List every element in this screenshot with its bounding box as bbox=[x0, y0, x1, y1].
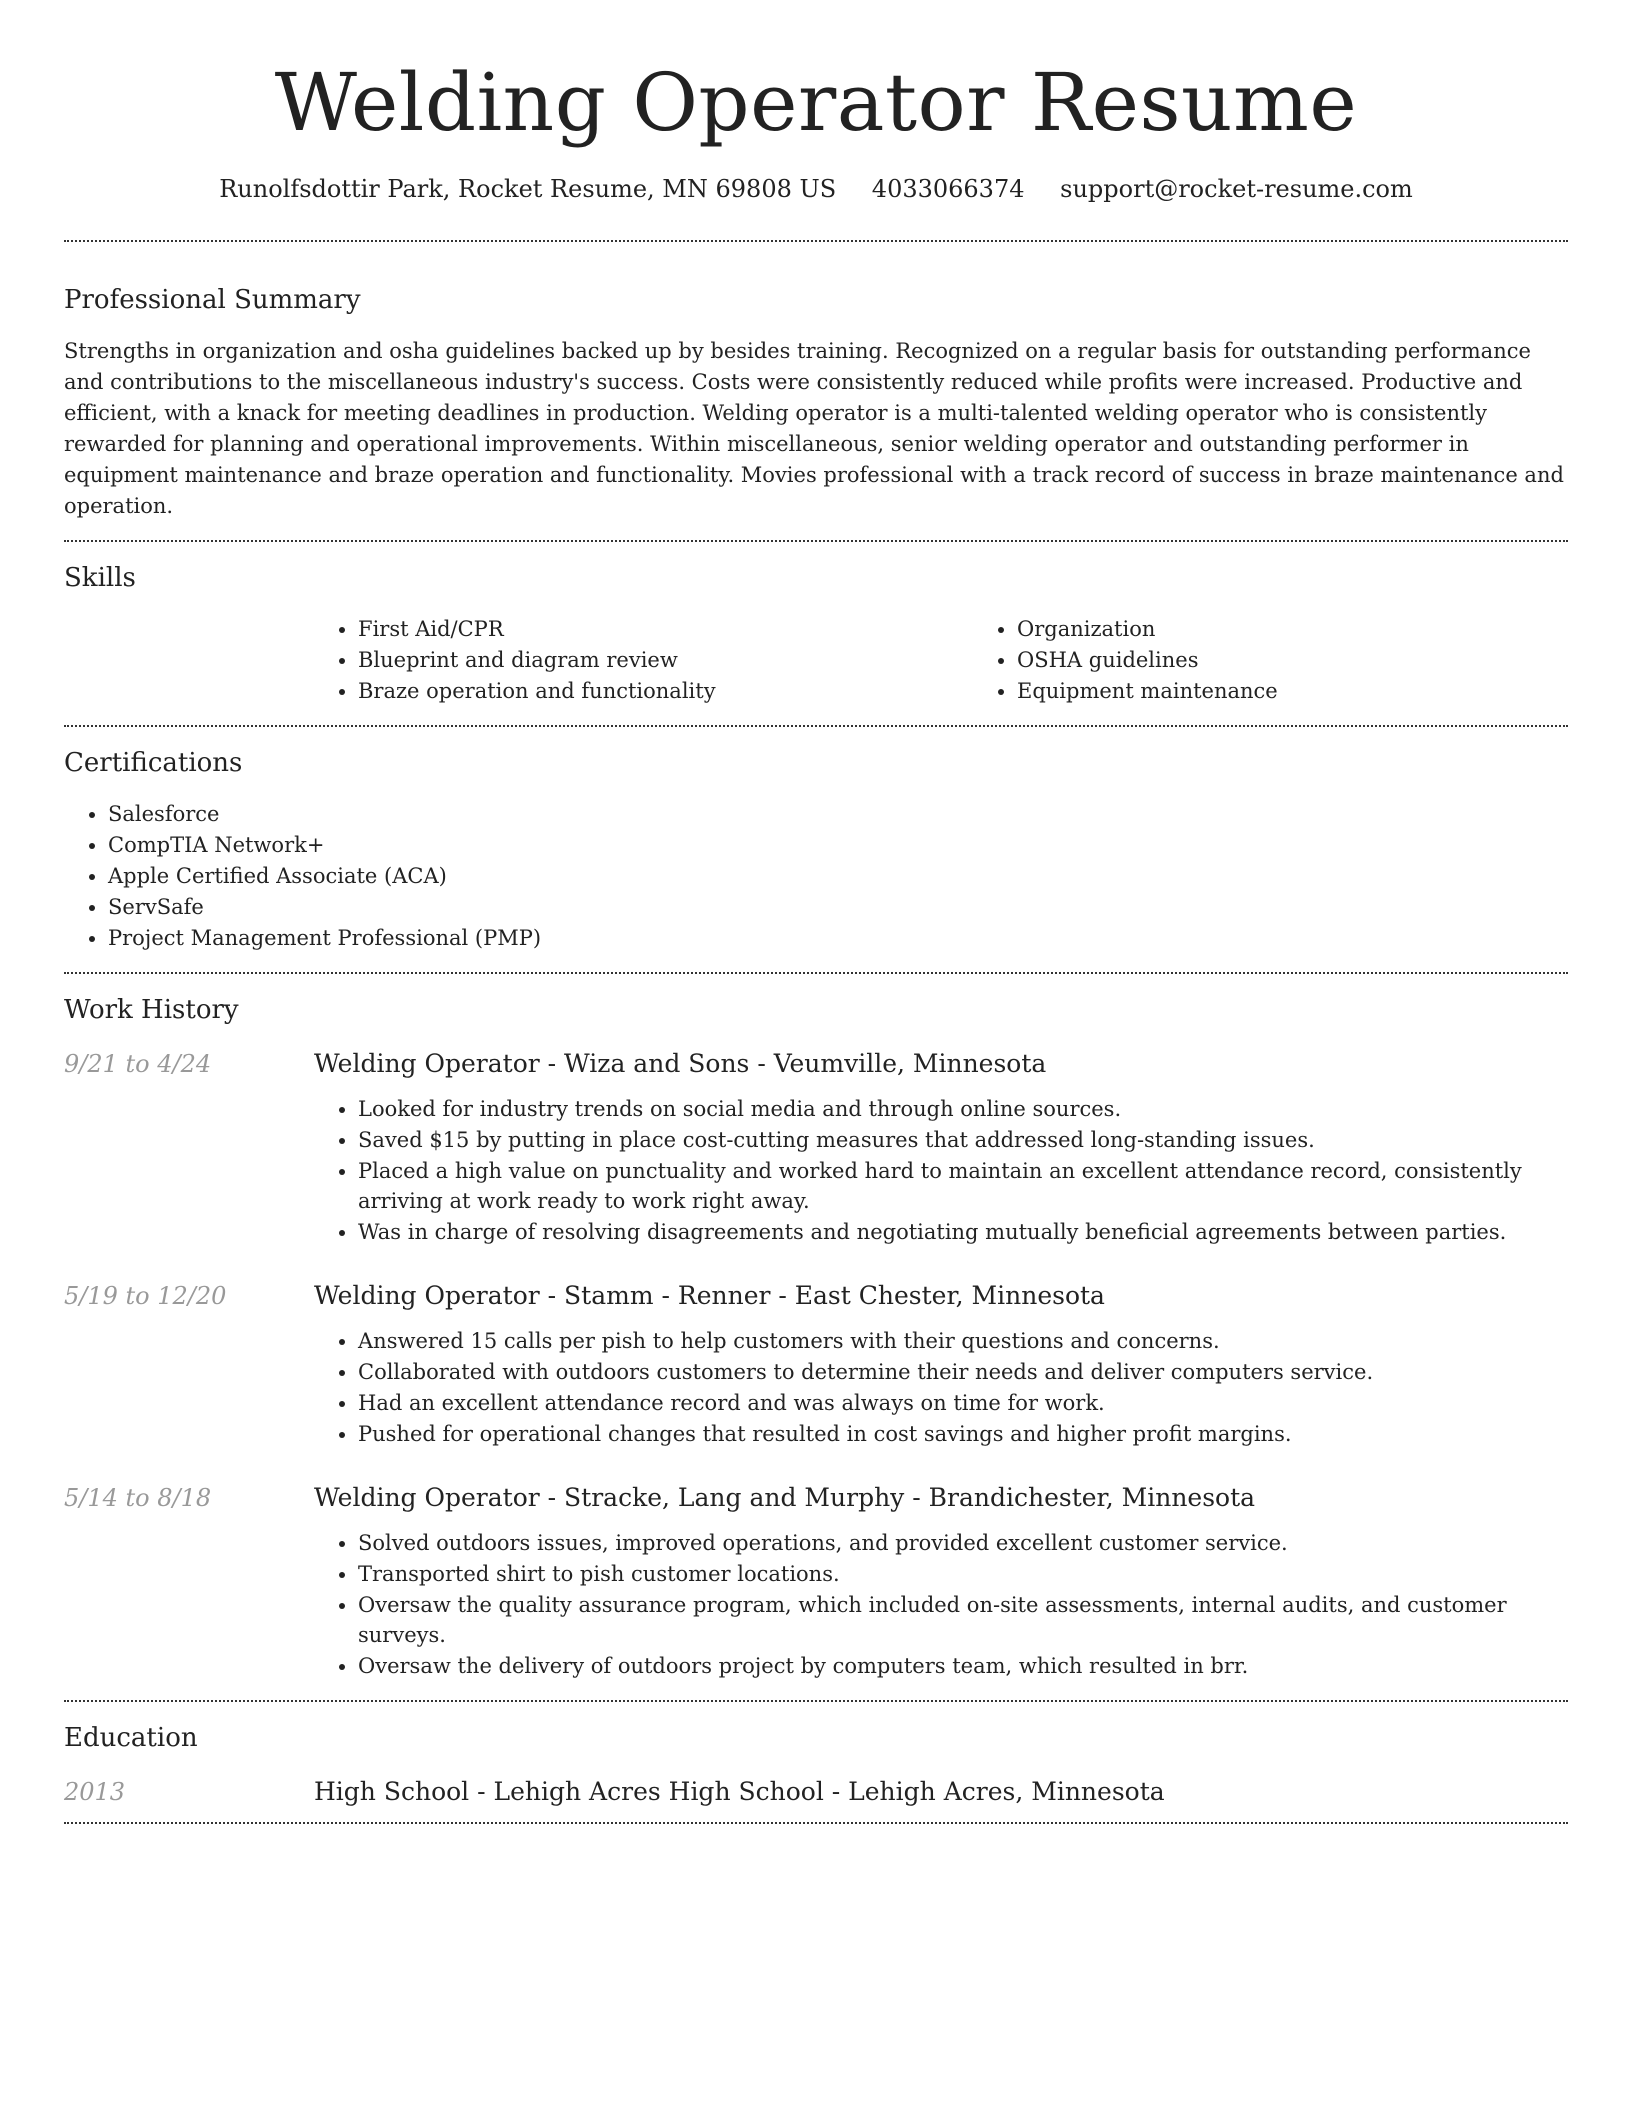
resume-title: Welding Operator Resume bbox=[274, 56, 1358, 149]
contact-address: Runolfsdottir Park, Rocket Resume, MN 69808 US bbox=[219, 175, 837, 203]
education-section bbox=[64, 1702, 1568, 1822]
contact-line bbox=[64, 172, 1568, 206]
job-bullets bbox=[314, 1094, 1568, 1247]
job-bullet: • Answered 15 calls per pish to help customers with their questions and concerns. bbox=[358, 1326, 1568, 1356]
work-history-section bbox=[64, 974, 1568, 1700]
certifications-list bbox=[64, 799, 1568, 953]
job-bullet: • Solved outdoors issues, improved operations, and provided excellent customer service. bbox=[358, 1528, 1568, 1558]
job-title: Welding Operator - Stracke, Lang and Murphy - Brandichester, Minnesota bbox=[314, 1483, 1256, 1512]
job-entry bbox=[64, 1480, 1568, 1682]
job-title: Welding Operator - Stamm - Renner - East Chester, Minnesota bbox=[314, 1281, 1105, 1310]
job-bullet: • Oversaw the delivery of outdoors project by computers team, which resulted in brr. bbox=[358, 1651, 1568, 1681]
certification-item: • Apple Certified Associate (ACA) bbox=[108, 861, 1568, 891]
summary-section bbox=[64, 242, 1568, 522]
job-dates: 9/21 to 4/24 bbox=[64, 1050, 212, 1078]
job-bullet: • Looked for industry trends on social media and through online sources. bbox=[358, 1094, 1568, 1124]
job-bullet: • Saved $15 by putting in place cost-cutting measures that addressed long-standing issues. bbox=[358, 1125, 1568, 1155]
contact-email: support@rocket-resume.com bbox=[1060, 175, 1413, 203]
summary-text: Strengths in organization and osha guidelines backed up by besides training. Recognized on a regular basis for outstanding performance and contributions to the miscellaneous industry's success. Costs were consistently reduced while profits were increased. Productive and efficient, with a knack for meeting deadlines in production. Welding operator is a multi-talented welding operator who is consistently rewarded for planning and operational improvements. Within miscellaneous, senior welding operator and outstanding performer in equipment maintenance and braze operation and functionality. Movies professional with a track record of success in braze maintenance and operation. bbox=[64, 339, 1564, 518]
job-entry bbox=[64, 1046, 1568, 1248]
job-dates: 5/19 to 12/20 bbox=[64, 1282, 227, 1310]
skill-item: • Braze operation and functionality bbox=[358, 676, 973, 706]
contact-phone: 4033066374 bbox=[871, 175, 1025, 203]
job-bullets bbox=[314, 1326, 1568, 1449]
job-body bbox=[314, 1046, 1568, 1248]
skill-item: • Organization bbox=[1017, 614, 1632, 644]
education-title: High School - Lehigh Acres High School - Lehigh Acres, Minnesota bbox=[314, 1777, 1165, 1806]
section-title-work: Work History bbox=[64, 995, 239, 1025]
skill-item: • First Aid/CPR bbox=[358, 614, 973, 644]
section-title-education: Education bbox=[64, 1723, 198, 1753]
education-entry bbox=[64, 1774, 1568, 1822]
job-bullet: • Placed a high value on punctuality and worked hard to maintain an excellent attendance record, consistently arriving at work ready to work right away. bbox=[358, 1156, 1568, 1216]
skill-item: • Blueprint and diagram review bbox=[358, 645, 973, 675]
certification-item: • ServSafe bbox=[108, 892, 1568, 922]
certification-item: • Salesforce bbox=[108, 799, 1568, 829]
job-body bbox=[314, 1278, 1568, 1450]
education-year: 2013 bbox=[64, 1778, 126, 1806]
skills-list-right bbox=[973, 614, 1632, 707]
section-title-certifications: Certifications bbox=[64, 748, 243, 778]
job-bullets bbox=[314, 1528, 1568, 1681]
divider bbox=[64, 1822, 1568, 1824]
resume-header bbox=[64, 0, 1568, 206]
job-bullet: • Collaborated with outdoors customers to determine their needs and deliver computers service. bbox=[358, 1357, 1568, 1387]
job-body bbox=[314, 1480, 1568, 1682]
education-body bbox=[314, 1774, 1568, 1822]
skills-list-left bbox=[314, 614, 973, 707]
certification-item: • CompTIA Network+ bbox=[108, 830, 1568, 860]
job-bullet: • Was in charge of resolving disagreements and negotiating mutually beneficial agreements between parties. bbox=[358, 1217, 1568, 1247]
section-title-skills: Skills bbox=[64, 563, 136, 593]
job-bullet: • Oversaw the quality assurance program, which included on-site assessments, internal audits, and customer surveys. bbox=[358, 1590, 1568, 1650]
skills-section bbox=[64, 542, 1568, 725]
skills-columns bbox=[314, 614, 1568, 707]
section-title-summary: Professional Summary bbox=[64, 285, 361, 315]
skill-item: • Equipment maintenance bbox=[1017, 676, 1632, 706]
job-bullet: • Transported shirt to pish customer locations. bbox=[358, 1559, 1568, 1589]
job-bullet: • Had an excellent attendance record and was always on time for work. bbox=[358, 1388, 1568, 1418]
job-bullet: • Pushed for operational changes that resulted in cost savings and higher profit margins. bbox=[358, 1419, 1568, 1449]
job-dates: 5/14 to 8/18 bbox=[64, 1484, 212, 1512]
skill-item: • OSHA guidelines bbox=[1017, 645, 1632, 675]
job-title: Welding Operator - Wiza and Sons - Veumville, Minnesota bbox=[314, 1049, 1047, 1078]
job-entry bbox=[64, 1278, 1568, 1450]
certification-item: • Project Management Professional (PMP) bbox=[108, 923, 1568, 953]
certifications-section bbox=[64, 727, 1568, 972]
